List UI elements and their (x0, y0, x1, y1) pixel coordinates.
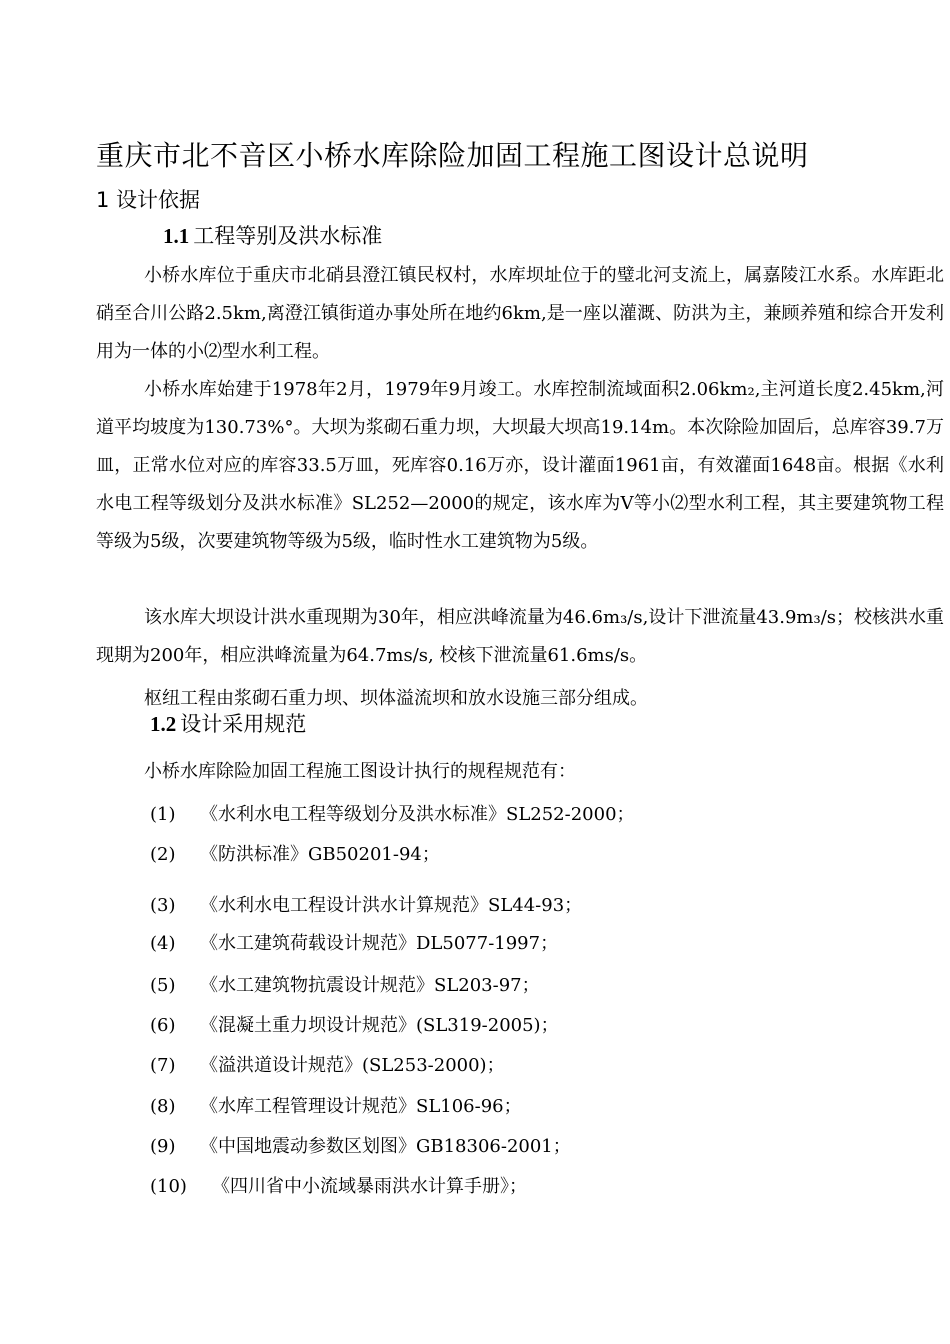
list-item-number: (4) (150, 933, 176, 954)
section-label: 设计采用规范 (180, 712, 307, 736)
list-item-number: (3) (150, 895, 176, 916)
section-number: 1.2 (150, 712, 177, 736)
section-heading-1: 1 设计依据 (96, 188, 201, 212)
document-title: 重庆市北不音区小桥水库除险加固工程施工图设计总说明 (96, 139, 809, 172)
list-item-text: 《水工建筑荷载设计规范》DL5077-1997； (200, 933, 559, 954)
section-label: 工程等别及洪水标准 (193, 224, 383, 248)
list-item-text: 《防洪标准》GB50201-94； (200, 844, 440, 865)
paragraph-project-components: 枢纽工程由浆砌石重力坝、坝体溢流坝和放水设施三部分组成。 (144, 688, 648, 709)
section-heading-1-1 (163, 221, 382, 251)
list-item-number: (8) (150, 1096, 176, 1117)
section-number: 1.1 (163, 224, 190, 248)
list-item-number: (6) (150, 1015, 176, 1036)
list-item-text: 《水利水电工程等级划分及洪水标准》SL252-2000； (200, 804, 635, 825)
list-item-text: 《四川省中小流域暴雨洪水计算手册》； (212, 1176, 527, 1197)
list-item-text: 《水库工程管理设计规范》SL106-96； (200, 1096, 522, 1117)
paragraph-flood-standard: 该水库大坝设计洪水重现期为30年，相应洪峰流量为46.6m₃/s,设计下泄流量43.9m₃/s；校核洪水重现期为200年，相应洪峰流量为64.7ms/s, 校核下泄流量61.6ms/s。 (96, 607, 944, 666)
paragraph-history: 小桥水库始建于1978年2月，1979年9月竣工。水库控制流域面积2.06km₂,主河道长度2.45km,河道平均坡度为130.73%°。大坝为浆砌石重力坝，大坝最大坝高19.14m。本次除险加固后，总库容39.7万皿，正常水位对应的库容33.5万皿，死库容0.16万亦，设计灌面1961亩，有效灌面1648亩。根据《水利水电工程等级划分及洪水标准》SL252—2000的规定，该水库为V等小⑵型水利工程，其主要建筑物工程等级为5级，次要建筑物等级为5级，临时性水工建筑物为5级。 (96, 379, 944, 552)
list-item-number: (10) (150, 1176, 187, 1197)
section-heading-1-2 (150, 709, 306, 739)
list-item-text: 《混凝土重力坝设计规范》(SL319-2005)； (200, 1015, 559, 1036)
paragraph-location: 小桥水库位于重庆市北硝县澄江镇民权村，水库坝址位于的璧北河支流上，属嘉陵江水系。水库距北硝至合川公路2.5km,离澄江镇街道办事处所在地约6km,是一座以灌溉、防洪为主，兼顾养殖和综合开发利用为一体的小⑵型水利工程。 (96, 265, 944, 362)
list-item-number: (1) (150, 804, 176, 825)
list-item-number: (7) (150, 1055, 176, 1076)
list-item-number: (2) (150, 844, 176, 865)
list-item-text: 《中国地震动参数区划图》GB18306-2001； (200, 1136, 571, 1157)
list-item-text: 《溢洪道设计规范》(SL253-2000)； (200, 1055, 505, 1076)
paragraph-standards-intro: 小桥水库除险加固工程施工图设计执行的规程规范有： (144, 761, 576, 782)
list-item-text: 《水利水电工程设计洪水计算规范》SL44-93； (200, 895, 583, 916)
list-item-text: 《水工建筑物抗震设计规范》SL203-97； (200, 975, 540, 996)
list-item-number: (5) (150, 975, 176, 996)
list-item-number: (9) (150, 1136, 176, 1157)
